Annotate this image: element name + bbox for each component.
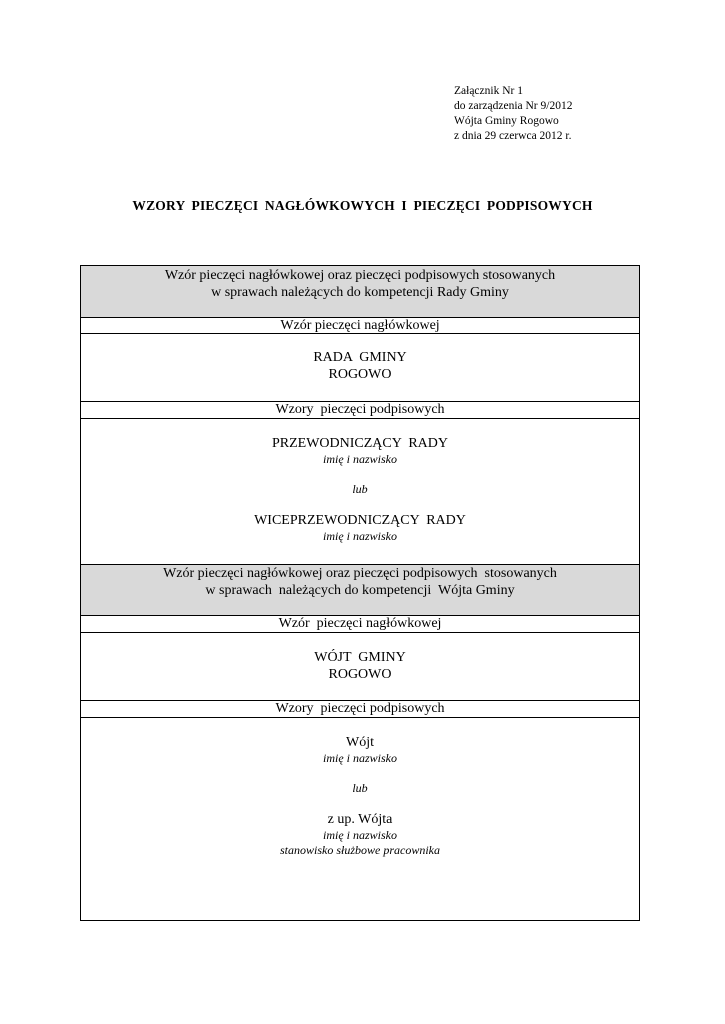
attachment-number: Załącznik Nr 1 — [454, 85, 523, 97]
section1-stamp-line1: RADA GMINY — [313, 350, 407, 365]
section1-signature-label-row — [81, 402, 639, 419]
section2-signature-label: Wzory pieczęci podpisowych — [275, 701, 445, 716]
section1-header-stamp-label: Wzór pieczęci nagłówkowej — [280, 318, 440, 333]
section2-sig2-name: imię i nazwisko — [323, 828, 397, 842]
section2-header-stamp — [81, 633, 639, 701]
section2-sig1-name: imię i nazwisko — [323, 751, 397, 765]
section1-header-line2: w sprawach należących do kompetencji Rady Gminy — [211, 285, 509, 300]
attachment-note — [454, 84, 572, 144]
section1-or-text: lub — [352, 482, 368, 496]
section1-sig1-name: imię i nazwisko — [323, 452, 397, 466]
attachment-order: do zarządzenia Nr 9/2012 — [454, 100, 573, 112]
section1-sig1-title: PRZEWODNICZĄCY RADY — [271, 436, 449, 451]
section2-sig1-title: Wójt — [346, 735, 374, 750]
section2-header-stamp-label-row — [81, 616, 639, 633]
section2-stamp-line1: WÓJT GMINY — [314, 650, 406, 665]
section1-signature-stamps — [81, 419, 639, 565]
section1-header — [81, 266, 639, 318]
section2-sig2-title: z up. Wójta — [327, 812, 393, 827]
stamps-table — [80, 265, 640, 921]
section2-stamp-line2: ROGOWO — [328, 667, 392, 682]
attachment-date: z dnia 29 czerwca 2012 r. — [454, 130, 572, 142]
section2-header-line1: Wzór pieczęci nagłówkowej oraz pieczęci podpisowych stosowanych — [163, 566, 557, 581]
section2-signature-stamps — [81, 718, 639, 920]
section2-header-stamp-label: Wzór pieczęci nagłówkowej — [278, 616, 442, 631]
section2-signature-label-row — [81, 701, 639, 718]
section1-stamp-line2: ROGOWO — [328, 367, 392, 382]
section1-sig2-name: imię i nazwisko — [323, 529, 397, 543]
section1-header-line1: Wzór pieczęci nagłówkowej oraz pieczęci podpisowych stosowanych — [164, 268, 556, 283]
document-title: WZORY PIECZĘCI NAGŁÓWKOWYCH I PIECZĘCI PODPISOWYCH — [132, 198, 593, 213]
section2-header-line2: w sprawach należących do kompetencji Wójta Gminy — [205, 583, 515, 598]
section1-header-stamp — [81, 334, 639, 402]
attachment-issuer: Wójta Gminy Rogowo — [454, 115, 559, 127]
section2-sig2-position: stanowisko służbowe pracownika — [279, 843, 440, 857]
section1-signature-label: Wzory pieczęci podpisowych — [275, 402, 445, 417]
section2-or-text: lub — [352, 781, 368, 795]
section1-header-stamp-label-row — [81, 318, 639, 334]
section1-sig2-title: WICEPRZEWODNICZĄCY RADY — [254, 513, 466, 528]
section2-header — [81, 565, 639, 616]
